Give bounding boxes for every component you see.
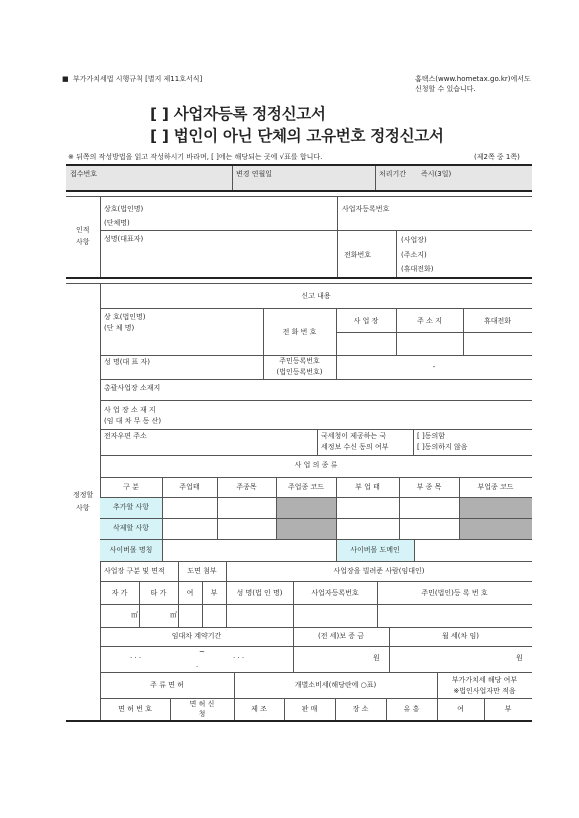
report-org-name-label: (단 체 명) [104,324,135,332]
vat-applicable-label: 부가가치세 해당 여부 [451,676,518,684]
lease-extra-dot: . [196,661,199,669]
row-add-label: 추가할 사항 [112,503,150,511]
lessor-header: 사업장을 빌려준 사람(임대인) [333,567,425,575]
floor-plan-yes: 여 [186,589,194,597]
lease-tilde: ~ [199,648,205,656]
col-biz-phone: 사 업 장 [353,317,379,325]
resident-dash: - [432,363,436,371]
deposit-label: (전 세)보 증 금 [318,632,364,640]
trade-name-label: 상호(법인명) [104,205,144,213]
title-line-2: [ ] 법인이 아닌 단체의 고유번호 정정신고서 [150,127,444,145]
monthly-rent-label: 월 세(차 임) [442,632,479,640]
correction-section-label-2: 사항 [76,504,90,512]
hq-location-label: 총괄사업장 소재지 [104,384,161,392]
lease-start-dots: . . . [130,652,142,660]
receipt-row [66,166,532,190]
cyber-domain-label: 사이버몰 도메인 [350,546,400,554]
license-no-label: 면 허 번 호 [118,705,152,713]
identity-section-label: 인적 [76,226,90,234]
lessor-name-label: 성 명(법 인 명) [236,589,283,597]
bullet-icon: ■ [62,75,69,83]
phone-mobile-label: (휴대전화) [401,265,434,273]
cyber-name-label: 사이버몰 명칭 [109,546,153,554]
floor-plan-label: 도면 첨부 [187,567,217,575]
biz-location-label: 사 업 장 소 재 지 [104,406,156,414]
lease-end-dots: . . . [233,652,245,660]
biz-location-label-2: (임 대 차 무 동 산) [104,417,162,425]
col-sub-item: 부 종 목 [416,483,442,491]
vat-yes-label: 여 [457,705,464,713]
consent-agree-checkbox[interactable]: [ ]동의함 [417,432,445,440]
report-rep-name-label: 성 명(대 표 자) [104,358,150,366]
row-delete-label: 삭제할 사항 [112,524,150,532]
rent-area-unit: ㎡ [170,611,177,619]
license-apply-label-2: 청 [198,710,206,718]
col-sub-code: 부업종 코드 [477,483,514,491]
vat-no-label: 부 [504,705,512,713]
lessor-id-label: 주민(법인)등 록 번 호 [421,589,488,597]
lease-period-label: 임대차 계약기간 [171,632,222,640]
processing-period-label: 처리기간 [379,170,407,178]
floor-plan-no: 부 [210,589,218,597]
rep-name-label: 성명(대표자) [104,235,144,243]
report-trade-name-label: 상 호(법인명) [104,313,146,321]
place-label: 장 소 [352,705,369,713]
report-phone-label: 전 화 번 호 [282,328,317,336]
rent-label: 타 가 [150,589,167,597]
title-line-1: [ ] 사업자등록 정정신고서 [150,105,326,123]
excise-tax-label: 개별소비세(해당란에 ○표) [294,681,377,689]
page-info: (제2쪽 중 1쪽) [474,153,520,161]
premise-type-label: 사업장 구분 및 면적 [104,567,165,575]
col-division: 구 분 [123,483,139,491]
phone-biz-label: (사업장) [401,236,427,244]
form-reference: 부가가치세법 시행규칙 [별지 제11호서식] [73,75,203,83]
license-apply-label: 면 허 신 [189,700,215,708]
biz-type-title: 사 업 의 종 류 [294,461,338,469]
manufacture-label: 제 조 [251,705,267,713]
phone-home-label: (주소지) [401,251,427,259]
col-addr-phone: 주 소 지 [417,317,442,325]
consent-label-1: 국세청이 제공하는 국 [321,432,387,440]
processing-period-value: 즉시(3일) [421,170,452,178]
entertainment-label: 유 흥 [403,705,420,713]
col-main-item: 주종목 [236,483,257,491]
own-label: 자 가 [111,589,128,597]
col-main-code: 주업종 코드 [287,483,325,491]
correction-section-label: 정정할 [73,491,94,499]
hometax-note-1: 홈택스(www.hometax.go.kr)에서도 [415,75,531,83]
instruction-note: ※ 뒤쪽의 작성방법을 읽고 작성하시기 바라며, [ ]에는 해당되는 곳에 √표를 합니다. [68,153,323,161]
liquor-license-label: 주 류 면 허 [150,681,184,689]
phone-label: 전화번호 [344,251,372,259]
lessor-reg-label: 사업자등록번호 [311,589,359,597]
vat-corp-note: ※법인사업자만 적음 [453,687,516,695]
biz-reg-no-label: 사업자등록번호 [342,205,390,213]
resident-no-label: 주민등록번호 [279,357,320,365]
hometax-note-2: 신청할 수 있습니다. [415,85,476,93]
consent-label-2: 세정보 수신 동의 여부 [321,443,389,451]
deposit-won: 원 [373,654,380,662]
org-name-label: (단체명) [104,219,130,227]
consent-disagree-checkbox[interactable]: [ ]동의하지 않음 [417,443,468,451]
monthly-won: 원 [516,654,523,662]
col-main-category: 주업태 [179,483,200,491]
col-mobile-phone: 휴대전화 [483,317,512,325]
email-label: 전자우편 주소 [104,432,147,440]
change-date-label: 변경 연월일 [236,170,273,178]
corp-no-label: (법인등록번호) [276,368,323,376]
receipt-number-label: 접수번호 [70,170,98,178]
sale-label: 판 매 [301,705,318,713]
report-content-title: 신고 내용 [301,292,331,300]
col-sub-category: 부 업 태 [355,483,380,491]
own-area-unit: ㎡ [131,611,138,619]
identity-section-label-2: 사항 [76,238,90,246]
